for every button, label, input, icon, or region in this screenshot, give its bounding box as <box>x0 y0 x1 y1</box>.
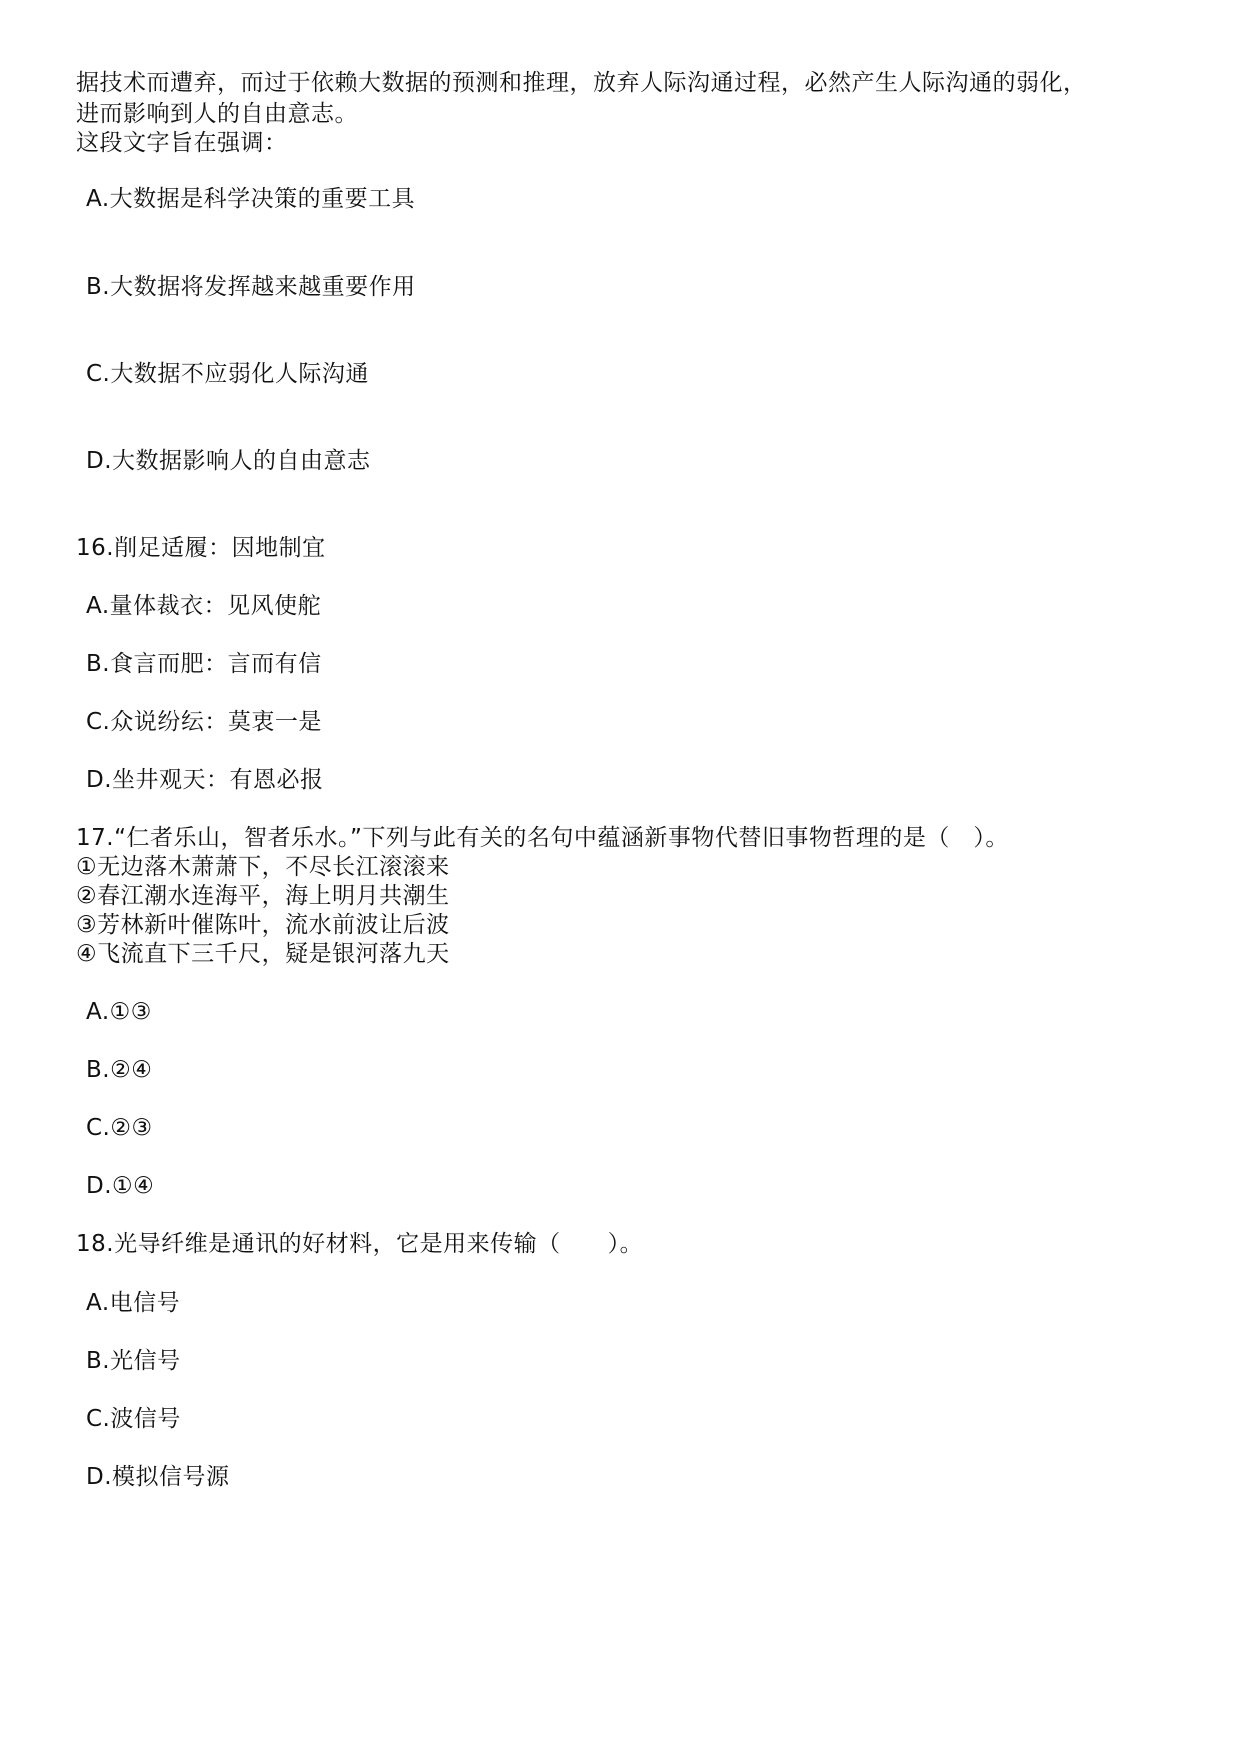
q17-option-d: D.①④ <box>86 1173 155 1199</box>
q16-option-b: B.食言而肥：言而有信 <box>86 651 322 677</box>
q15-option-c: C.大数据不应弱化人际沟通 <box>86 361 369 387</box>
q17-option-c: C.②③ <box>86 1115 153 1141</box>
q15-option-b: B.大数据将发挥越来越重要作用 <box>86 274 416 300</box>
q16-stem: 16.削足适履：因地制宜 <box>76 535 326 561</box>
q18-stem: 18.光导纤维是通讯的好材料，它是用来传输（ ）。 <box>76 1231 644 1257</box>
q16-option-a: A.量体裁衣：见风使舵 <box>86 593 322 619</box>
q17-option-a: A.①③ <box>86 999 152 1025</box>
q17-item-4: ④飞流直下三千尺，疑是银河落九天 <box>76 941 450 967</box>
q16-option-c: C.众说纷纭：莫衷一是 <box>86 709 322 735</box>
q17-option-b: B.②④ <box>86 1057 153 1083</box>
q16-option-d: D.坐井观天：有恩必报 <box>86 767 324 793</box>
question-prompt: 这段文字旨在强调： <box>76 130 288 156</box>
q15-option-a: A.大数据是科学决策的重要工具 <box>86 186 416 212</box>
passage-line-1: 据技术而遭弃，而过于依赖大数据的预测和推理，放弃人际沟通过程，必然产生人际沟通的弱化， <box>76 70 1087 96</box>
q17-item-1: ①无边落木萧萧下，不尽长江滚滚来 <box>76 854 450 880</box>
q18-option-d: D.模拟信号源 <box>86 1464 230 1490</box>
q18-option-c: C.波信号 <box>86 1406 181 1432</box>
q15-option-d: D.大数据影响人的自由意志 <box>86 448 371 474</box>
passage-line-2: 进而影响到人的自由意志。 <box>76 101 358 127</box>
q17-item-2: ②春江潮水连海平，海上明月共潮生 <box>76 883 450 909</box>
q18-option-a: A.电信号 <box>86 1290 181 1316</box>
q18-option-b: B.光信号 <box>86 1348 181 1374</box>
q17-item-3: ③芳林新叶催陈叶，流水前波让后波 <box>76 912 450 938</box>
q17-stem: 17.“仁者乐山，智者乐水。”下列与此有关的名句中蕴涵新事物代替旧事物哲理的是（ ）。 <box>76 825 1009 851</box>
